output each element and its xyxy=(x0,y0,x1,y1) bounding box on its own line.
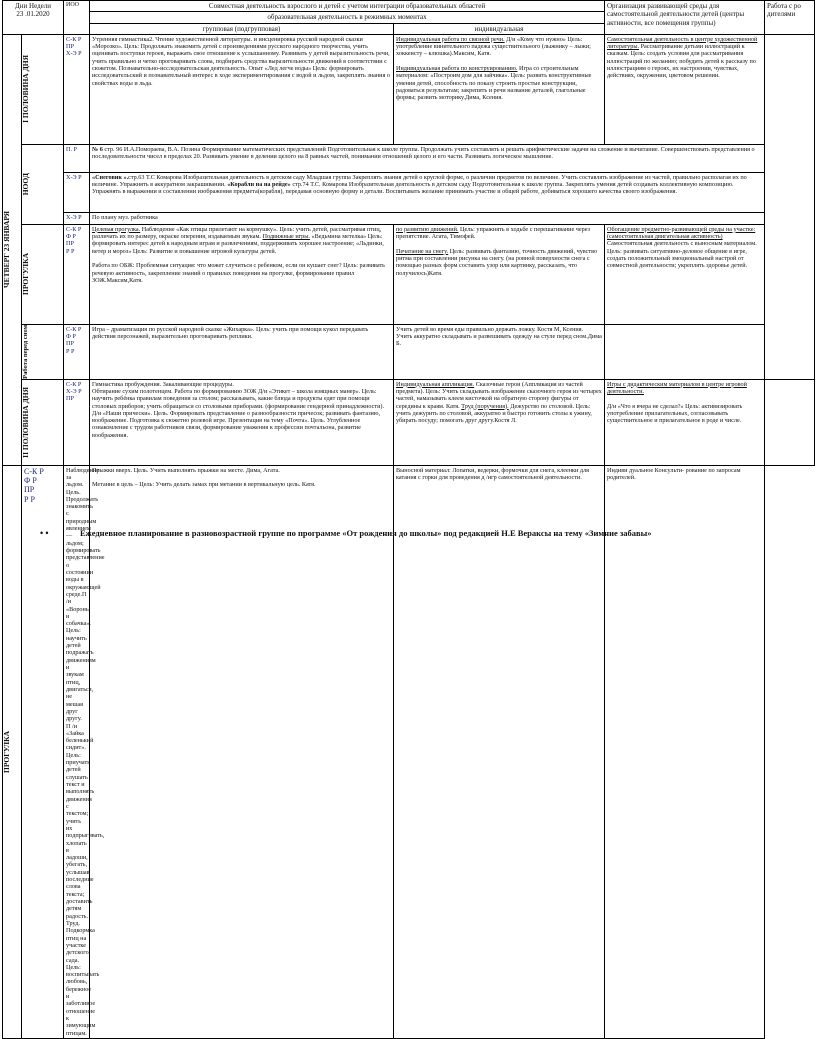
walk-env-text: Самостоятельная деятельность с выносным материалом. Цель: развивать ситуативно-деловое общение в игре, создать положительный эмоциональный настрой от совместной деятельности; укреплять здоровье детей. xyxy=(607,240,757,270)
afternoon-env xyxy=(605,379,765,465)
parents-cell-mid xyxy=(765,379,815,465)
ind-speech-title: Индивидуальная работа по связной речи. xyxy=(396,35,505,43)
header-regime: образовательная деятельность в режимных моментах xyxy=(90,12,605,23)
footer xyxy=(0,527,816,540)
walk-games-title: Подвижные игры. xyxy=(262,233,310,241)
walk2-cell xyxy=(3,465,22,1038)
nod-math-num: № 6 xyxy=(92,145,103,153)
walk2-env: Выносной материал: Лопатки, ведерки, формочки для снега, клеенки для катания с горки для проведения д /игр самостоятельной деятельности. xyxy=(394,465,605,1038)
nod-art xyxy=(90,172,765,212)
sleep-individual: Учить детей во время еды правильно держать ложку. Костя М, Ксения. Учить аккуратно складывать и развешивать одежду на стуле перед сном.Дима Б. xyxy=(394,324,605,379)
header-date: 23 .01.2020 xyxy=(16,10,50,19)
first-half-cell xyxy=(22,34,64,144)
nod-art-title: «Снеговик ». xyxy=(92,173,129,181)
first-half-label: I ПОЛОВИНА ДНЯ xyxy=(21,55,30,124)
days-label: Дни Недели xyxy=(15,2,51,10)
second-half-label: II ПОЛОВИНА ДНЯ xyxy=(21,386,30,458)
header-individual: индивидуальная xyxy=(394,23,605,34)
nod-math-text: стр. 96 И.А.Помораева, В.А. Позина Формирование математических представлений Подготовительная к школе группа. Продолжать учить составлять и решать арифметические задачи на сложение и вычитание. Совершенствовать представления о последовательности чисел в пределах 20. Развивать умение в делении целого на 8 равных частей, понимании отношений целого и его части. Развивать логическое мышление. xyxy=(92,145,755,161)
walk2-label: ПРОГУЛКА xyxy=(2,730,11,773)
header-env: Организация развивающей среды для самостоятельной деятельности детей (центры активности, все помещения группы) xyxy=(605,1,765,35)
afternoon-group: Гимнастика пробуждения. Закаливающие процедуры. Обтирание сухим полотенцем. Работа по формированию ЗОЖ Д/и «Этикет – школа изящных манер». Цель: научить ребёнка правилам поведения за столом; рассказывать, какие блюда и продукты едят при помощи столовых приборов; учить обращаться со столовыми приборами. (формирование гендерной принадлежности). Д/и «Наши прически». Цель. Формировать представление о разнообразности причесок; развивать фантазию, воображение. Подготовка к сюжетно ролевой игре. Презентация на тему «Почта». Цель. Углубленное ознакомление с трудом работников связи, формирование уважения к профессии почтальона, развитие воображения. xyxy=(90,379,394,465)
walk2-codes: С-К Р Ф Р ПР Р Р xyxy=(22,465,64,1038)
afternoon-individual xyxy=(394,379,605,465)
nod-art-text-b: стр.74 Т.С. Комарова Изобразительная деятельность в детском саду Подготовительная к школе группа. Закреплять умения детей создавать коллективную композицию. Упражнять в выражении и составлении изображения предмета(корабля), передавая основную форму и детали. Воспитывать желание принимать участие и общей работе, добиваться хорошего качества своего изображения. xyxy=(92,181,734,196)
walk-cell xyxy=(22,224,64,324)
afternoon-env-title: Игры с дидактическим материалом в центре игровой деятельности. xyxy=(607,380,747,395)
walk-env-title: Обогащение предметно-развивающей среды на участке: (самостоятельная двигательная активность) xyxy=(607,225,756,241)
afternoon-ind-title: Индивидуальная аппликация. xyxy=(396,380,475,388)
walk-individual xyxy=(394,224,605,324)
walk-env xyxy=(605,224,765,324)
nod-code3: Х-Э Р xyxy=(64,212,90,224)
ind-speech-text: Д/и «Кому что нужно» Цель: употребление винительного падежа существительного (лыжнику – лыжи; хоккеисту – клюшка).Максим, Катя. xyxy=(396,35,591,58)
walk-games-text: «Ведьмина метелка» Цель: формировать интерес детей к народным играм и развлечениям, поддерживать хорошее настроение; «Льдинки, ветер и мороз» Цель: Развитие и повышение игровой культуры детей. xyxy=(92,233,384,255)
second-half-cell xyxy=(22,379,64,465)
footer-bullets: • • xyxy=(40,528,49,539)
morning-group: Утренняя гимнастика2. Чтение художественной литературы. и инсценировка русской народной сказки «Морозко». Цель: Продолжать знакомить детей с произведениями русского народного творчества, учить оценивать поступки героев, выражать свое отношение к услышанному. Развивать у детей выразительность речи, учить правильно и четко проговаривать слова, подбирать средства выразительности движений в соответствии с сюжетом. Познавательно-исследовательская деятельность. Опыт «Лед легче воды» Цель: формировать исследовательский и познавательный интерес в ходе экспериментирования с водой и льдом, закреплять знания о свойствах воды и льда. xyxy=(90,34,394,144)
walk-target-title: Целевая прогулка. xyxy=(92,225,141,233)
nod-code2: Х-Э Р xyxy=(64,172,90,212)
header-days xyxy=(3,1,64,35)
day-label: ЧЕТВЕРГ 23 ЯНВАРЯ xyxy=(2,211,11,289)
morning-env xyxy=(605,34,765,144)
nod-label: НООД xyxy=(21,173,30,196)
walk-ind2-text: Цель: развивать фантазию, точность движений, чувство ритма при составлении рисунка на снегу. (на ровной поверхности снега с помощью разных форм составить узор или картинку, рассказать, что получилось)Катя. xyxy=(396,247,598,277)
morning-individual xyxy=(394,34,605,144)
sleep-codes: С-К Р Ф Р ПР Р Р xyxy=(64,324,90,379)
walk-ind1-title: по развитию движений. xyxy=(396,225,459,233)
nod-art-title2: «Кораблн на на рейде» xyxy=(227,181,291,189)
nod-cell xyxy=(22,144,64,224)
header-ioo: ИОО xyxy=(64,1,90,35)
afternoon-ind-text: Сказочные герои (Аппликация из частей предмета). Цель: Учить складывать изображение сказочного героя из четырех частей, намазывать клеем кисточкой на обратную сторону фигуры от середины к краям. Катя. xyxy=(396,380,602,410)
walk2-parents: Индиви дуальное Консульти- рование по запросам родителей. xyxy=(605,465,765,1038)
env-lit-text: Рассматривание детьми иллюстраций к сказкам. Цель: создать условия для рассматривания иллюстраций по желанию; побудить детей к рассказу по иллюстрациям о героях, их настроении, чувствах, действиях, окружении, цветовом решении. xyxy=(607,43,756,80)
env-lit-title: Самостоятельная деятельность в центре художественной литературы. xyxy=(607,35,758,51)
walk-codes: С-К Р Ф Р ПР Р Р xyxy=(64,224,90,324)
walk2-individual: Прыжки вверх. Цель. Учить выполнять прыжки на месте. Дима, Агата. Метание в цель – Цель: Учить делать замах при метании в вертикальную цель. Катя. xyxy=(90,465,394,1038)
sleep-env xyxy=(605,324,765,379)
footer-text: Ежедневное планирование в разновозрастной группе по программе «От рождения до школы» под редакцией Н.Е Вераксы на тему «Зимние забавы» xyxy=(80,528,652,539)
walk-group xyxy=(90,224,394,324)
morning-codes: С-К Р ПР Х-Э Р xyxy=(64,34,90,144)
nod-math xyxy=(90,144,765,172)
sleep-group: Игра – драматизация по русской народной сказке «Жихарка». Цель: учить при помощи кукол передавать действия персонажей, выразительно проговаривать реплики. xyxy=(90,324,394,379)
walk-target-text: Наблюдение «Как птицы прилетают на кормушку». Цель: учить детей, рассматривая птиц, различать их по размеру, окраске оперения, издаваемым звукам. xyxy=(92,225,382,241)
parents-cell-top xyxy=(765,34,815,379)
day-cell xyxy=(3,34,22,465)
walk-ind2-title: Печатание на снегу. xyxy=(396,247,449,255)
header-parents: Работа с ро дителями xyxy=(765,1,815,35)
sleep-label: Работа перед сном xyxy=(22,324,29,379)
walk2-group: Наблюдение за льдом. Цель. Продолжать знакомить с природным явлением — льдом; формировать представление о состоянии воды в окружающей среде.П /и «Вороны и собачка». Цель: научить детей подражать движениям и звукам птиц, двигаться, не мешая друг другу. П /и «Зайка беленький сидит». Цель: приучать детей слушать текст и выполнять движения с текстом; учить их подпрыгивать, хлопать в ладоши, убегать, услышав последние слова текста; доставить детям радость. Труд. Подкормка птиц на участке детского сада. Цель: воспитывать любовь, бережное и заботливое отношение к зимующим птицам. xyxy=(64,465,90,1038)
header-group: групповая (подгрупповая) xyxy=(90,23,394,34)
nod-code1: П. Р xyxy=(64,144,90,172)
nod-music: По плану муз. работника xyxy=(90,212,765,224)
sleep-cell xyxy=(22,324,64,379)
header-joint: Совместная деятельность взрослого и детей с учетом интеграции образовательных областей xyxy=(90,1,605,12)
afternoon-work-text: Дежурство по столовой. Цель: учить дежурить по столовой, аккуратно и быстро готовить столы к ужину, убирать посуду; помогать друг другу.Костя Л. xyxy=(396,402,592,425)
afternoon-codes: С-К Р Х-Э Р ПР xyxy=(64,379,90,465)
walk-ind1-text: Цель: упражнять в ходьбе с перешагивание через препятствие. Агата, Тимофей. xyxy=(396,225,590,241)
walk-obzh-text: Работа по ОБЖ: Проблемная ситуация: что может случиться с ребенком, если он кушает снег? Цель: развивать речевую активность, закрепление знаний о правилах поведения на прогулке, формирование правил ЗОЖ.Максим,Катя. xyxy=(92,262,385,284)
walk-label: ПРОГУЛКА xyxy=(21,253,30,296)
afternoon-work-title: Труд (поручения). xyxy=(461,402,509,410)
daily-plan-table xyxy=(2,0,815,1039)
ind-construct-title: Индивидуальная работа по конструированию. xyxy=(396,65,518,72)
afternoon-env-text: Д/и «Что я вчера не сделал?» Цель: активизировать употребление прилагательных, согласовывать существительное и прилагательное в роде и числе. xyxy=(607,402,743,425)
nod-art-text-a: стр.63 Т.С Комарова Изобразительная деятельность в детском саду Младшая группа Закреплять знания детей о круглой форме, о различии предметов по величине. Учить составлять изображение из частей, правильно располагая их по величине. Упражнять в аккуратном закрашивании. xyxy=(92,173,747,189)
ind-construct-text: Игра со строительным материалом: «Построим дом для зайчика». Цель: развить конструктивные умения детей, способность по показу строить простые конструкции, радоваться результатам; закрепить и речи название деталей, глагольные формы; развить моторику.Дима, Ксения. xyxy=(396,65,592,102)
